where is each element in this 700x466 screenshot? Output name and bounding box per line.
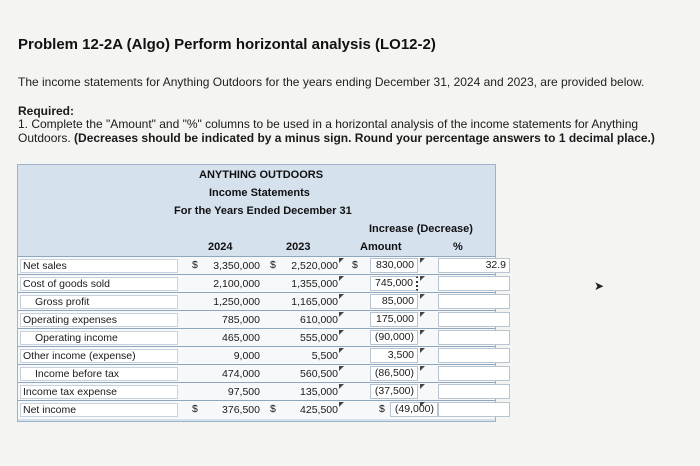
table-row bbox=[18, 310, 495, 329]
flag-icon bbox=[339, 384, 344, 389]
required-text bbox=[18, 117, 678, 145]
value-2023: 1,165,000 bbox=[291, 296, 338, 308]
required-label: Required: bbox=[18, 104, 75, 118]
mouse-cursor-icon: ➤ bbox=[594, 279, 605, 293]
value-2024: 1,250,000 bbox=[213, 296, 260, 308]
row-label: Other income (expense) bbox=[20, 349, 178, 363]
value-2023: 2,520,000 bbox=[291, 260, 338, 272]
col-amount-header: Amount bbox=[360, 241, 402, 253]
amount-input[interactable]: (49,000) bbox=[390, 402, 438, 417]
table-row bbox=[18, 364, 495, 383]
dollar-sign: $ bbox=[379, 403, 385, 415]
company-name: ANYTHING OUTDOORS bbox=[199, 169, 324, 181]
amount-input[interactable]: 3,500 bbox=[370, 348, 418, 363]
flag-icon bbox=[339, 294, 344, 299]
flag-icon bbox=[420, 366, 425, 371]
flag-icon bbox=[420, 294, 425, 299]
percent-input[interactable] bbox=[438, 366, 510, 381]
flag-icon bbox=[339, 348, 344, 353]
value-2024: 3,350,000 bbox=[213, 260, 260, 272]
table-row bbox=[18, 346, 495, 365]
value-2024: 376,500 bbox=[222, 404, 260, 416]
col-2023-header: 2023 bbox=[286, 241, 311, 253]
value-2023: 555,000 bbox=[300, 332, 338, 344]
flag-icon bbox=[420, 402, 425, 407]
table-row bbox=[18, 256, 506, 275]
value-2023: 425,500 bbox=[300, 404, 338, 416]
flag-icon bbox=[420, 384, 425, 389]
table-row bbox=[18, 292, 495, 311]
row-label: Operating expenses bbox=[20, 313, 178, 327]
intro-text: The income statements for Anything Outdoors for the years ending December 31, 2024 and 2023, are provided below. bbox=[18, 75, 645, 89]
row-label: Income before tax bbox=[20, 367, 178, 381]
increase-header: Increase (Decrease) bbox=[369, 223, 473, 235]
amount-input[interactable]: 830,000 bbox=[370, 258, 418, 273]
percent-input[interactable]: 32.9 bbox=[438, 258, 510, 273]
value-2023: 610,000 bbox=[300, 314, 338, 326]
value-2024: 97,500 bbox=[227, 386, 260, 398]
table-row bbox=[18, 382, 495, 401]
dollar-sign: $ bbox=[192, 403, 198, 415]
page-title: Problem 12-2A (Algo) Perform horizontal analysis (LO12-2) bbox=[18, 36, 436, 53]
statement-name: Income Statements bbox=[209, 187, 310, 199]
dollar-sign: $ bbox=[192, 259, 198, 271]
col-pct-header: % bbox=[453, 241, 463, 253]
flag-icon bbox=[339, 276, 344, 281]
table-row bbox=[18, 400, 495, 419]
col-2024-header: 2024 bbox=[208, 241, 233, 253]
flag-icon bbox=[420, 276, 425, 281]
flag-icon bbox=[339, 330, 344, 335]
value-2024: 474,000 bbox=[222, 368, 260, 380]
required-bold-note: (Decreases should be indicated by a minus sign. Round your percentage answers to 1 decimal place.) bbox=[74, 131, 655, 145]
flag-icon bbox=[420, 330, 425, 335]
flag-icon bbox=[420, 312, 425, 317]
flag-icon bbox=[339, 402, 344, 407]
value-2024: 785,000 bbox=[222, 314, 260, 326]
statement-period: For the Years Ended December 31 bbox=[174, 205, 352, 217]
amount-input[interactable]: (37,500) bbox=[370, 384, 418, 399]
row-label: Net income bbox=[20, 403, 178, 417]
percent-input[interactable] bbox=[438, 384, 510, 399]
amount-input[interactable]: 745,000 bbox=[370, 276, 418, 291]
income-statement-table bbox=[17, 164, 506, 422]
flag-icon bbox=[339, 312, 344, 317]
value-2023: 5,500 bbox=[311, 350, 338, 362]
dollar-sign: $ bbox=[270, 259, 276, 271]
percent-input[interactable] bbox=[438, 276, 510, 291]
percent-input[interactable] bbox=[438, 312, 510, 327]
flag-icon bbox=[420, 348, 425, 353]
amount-input[interactable]: 175,000 bbox=[370, 312, 418, 327]
required-instructions: 1. Complete the "Amount" and "%" columns to be used in a horizontal analysis of the income statements for Anything Outdoors. bbox=[18, 117, 639, 145]
amount-input[interactable]: (90,000) bbox=[370, 330, 418, 345]
row-label: Cost of goods sold bbox=[20, 277, 178, 291]
value-2023: 135,000 bbox=[300, 386, 338, 398]
table-row bbox=[18, 274, 495, 293]
flag-icon bbox=[339, 258, 344, 263]
value-2024: 9,000 bbox=[233, 350, 260, 362]
row-label: Gross profit bbox=[20, 295, 178, 309]
dollar-sign: $ bbox=[352, 259, 358, 271]
flag-icon bbox=[339, 366, 344, 371]
percent-input[interactable] bbox=[438, 294, 510, 309]
row-label: Income tax expense bbox=[20, 385, 178, 399]
percent-input[interactable] bbox=[438, 348, 510, 363]
row-label: Net sales bbox=[20, 259, 178, 273]
value-2023: 1,355,000 bbox=[291, 278, 338, 290]
value-2023: 560,500 bbox=[300, 368, 338, 380]
value-2024: 465,000 bbox=[222, 332, 260, 344]
row-label: Operating income bbox=[20, 331, 178, 345]
percent-input[interactable] bbox=[438, 402, 510, 417]
amount-input[interactable]: (86,500) bbox=[370, 366, 418, 381]
table-row bbox=[18, 328, 495, 347]
value-2024: 2,100,000 bbox=[213, 278, 260, 290]
flag-icon bbox=[420, 258, 425, 263]
dollar-sign: $ bbox=[270, 403, 276, 415]
amount-input[interactable]: 85,000 bbox=[370, 294, 418, 309]
percent-input[interactable] bbox=[438, 330, 510, 345]
